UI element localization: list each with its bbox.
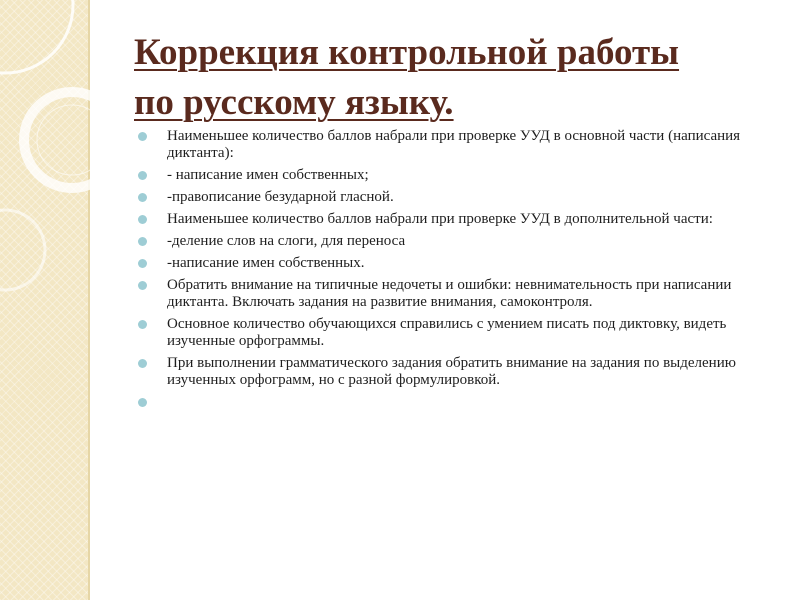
bullet-item bbox=[136, 277, 786, 311]
title-line-2: по русскому языку. bbox=[134, 82, 454, 123]
bullet-text: Обратить внимание на типичные недочеты и ошибки: невнимательность при написании диктанта. Включать задания на развитие внимания, самоконтроля. bbox=[167, 277, 732, 310]
bullet-dot-icon bbox=[138, 132, 147, 141]
bullet-dot-icon bbox=[138, 193, 147, 202]
decorative-circles-ornament bbox=[0, 0, 130, 300]
bullet-list bbox=[136, 128, 786, 416]
bullet-text: -написание имен собственных. bbox=[167, 255, 365, 271]
title-line-1: Коррекция контрольной работы bbox=[134, 32, 680, 73]
bullet-item bbox=[136, 211, 786, 228]
bullet-item bbox=[136, 189, 786, 206]
bullet-dot-icon bbox=[138, 259, 147, 268]
bullet-item bbox=[136, 255, 786, 272]
bullet-text: Наименьшее количество баллов набрали при проверке УУД в дополнительной части: bbox=[167, 211, 713, 227]
bullet-dot-icon bbox=[138, 237, 147, 246]
bullet-item bbox=[136, 355, 786, 389]
bullet-text: Основное количество обучающихся справились с умением писать под диктовку, видеть изученные орфограммы. bbox=[167, 316, 727, 349]
bullet-item bbox=[136, 128, 786, 162]
bullet-dot-icon bbox=[138, 171, 147, 180]
bullet-text: При выполнении грамматического задания обратить внимание на задания по выделению изученных орфограмм, но с разной формулировкой. bbox=[167, 355, 736, 388]
bullet-text: Наименьшее количество баллов набрали при проверке УУД в основной части (написания диктанта): bbox=[167, 128, 741, 161]
bullet-text: -деление слов на слоги, для переноса bbox=[167, 233, 406, 249]
bullet-dot-icon bbox=[138, 281, 147, 290]
bullet-item-empty bbox=[136, 394, 786, 411]
bullet-text: -правописание безударной гласной. bbox=[167, 189, 394, 205]
bullet-item bbox=[136, 167, 786, 184]
bullet-item bbox=[136, 316, 786, 350]
slide-title bbox=[134, 28, 784, 128]
bullet-dot-icon bbox=[138, 215, 147, 224]
bullet-dot-icon bbox=[138, 320, 147, 329]
bullet-item bbox=[136, 233, 786, 250]
bullet-dot-icon bbox=[138, 398, 147, 407]
bullet-text: - написание имен собственных; bbox=[167, 167, 369, 183]
bullet-dot-icon bbox=[138, 359, 147, 368]
